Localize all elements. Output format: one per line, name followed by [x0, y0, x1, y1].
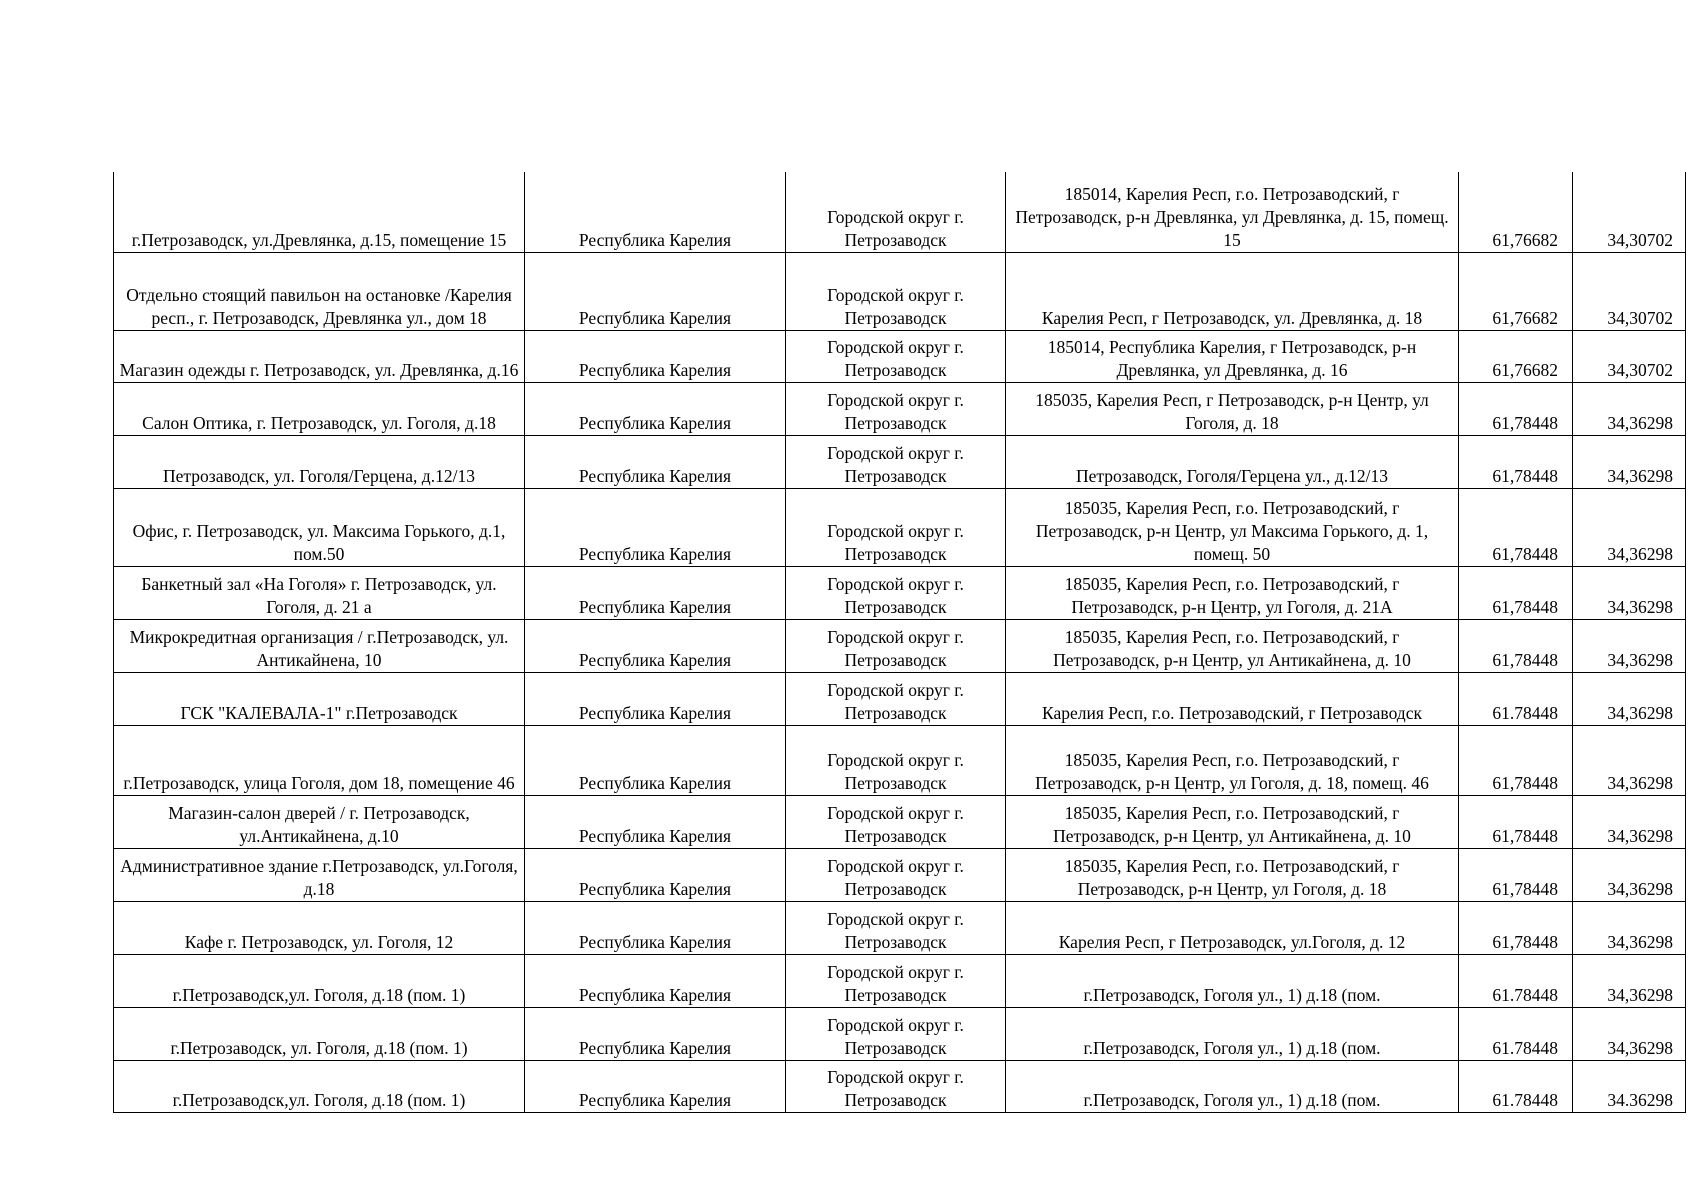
address-cell: 185035, Карелия Респ, г.о. Петрозаводский, г Петрозаводск, р-н Центр, ул Гоголя, д. 21А: [1006, 566, 1459, 619]
table-row: [114, 1060, 1686, 1112]
region-cell: Республика Карелия: [525, 848, 786, 901]
latitude-cell: 61,78448: [1459, 488, 1573, 566]
longitude-cell: 34,36298: [1573, 725, 1686, 795]
address-cell: г.Петрозаводск, Гоголя ул., 1) д.18 (пом.: [1006, 954, 1459, 1007]
district-cell: Городской округ г. Петрозаводск: [786, 252, 1006, 330]
address-cell: 185035, Карелия Респ, г.о. Петрозаводский, г Петрозаводск, р-н Центр, ул Антикайнена, д. 10: [1006, 795, 1459, 848]
address-cell: Петрозаводск, Гоголя/Герцена ул., д.12/13: [1006, 435, 1459, 488]
longitude-cell: 34,36298: [1573, 382, 1686, 435]
district-cell: Городской округ г. Петрозаводск: [786, 672, 1006, 725]
longitude-cell: 34,36298: [1573, 795, 1686, 848]
latitude-cell: 61,78448: [1459, 848, 1573, 901]
table-body: [114, 172, 1686, 1112]
region-cell: Республика Карелия: [525, 382, 786, 435]
district-cell: Городской округ г. Петрозаводск: [786, 566, 1006, 619]
region-cell: Республика Карелия: [525, 172, 786, 252]
address-cell: 185035, Карелия Респ, г.о. Петрозаводский, г Петрозаводск, р-н Центр, ул Антикайнена, д. 10: [1006, 619, 1459, 672]
district-cell: Городской округ г. Петрозаводск: [786, 172, 1006, 252]
address-cell: Карелия Респ, г.о. Петрозаводский, г Петрозаводск: [1006, 672, 1459, 725]
region-cell: Республика Карелия: [525, 954, 786, 1007]
object-name-cell: Кафе г. Петрозаводск, ул. Гоголя, 12: [114, 901, 525, 954]
object-name-cell: Магазин одежды г. Петрозаводск, ул. Древлянка, д.16: [114, 330, 525, 382]
object-name-cell: г.Петрозаводск, ул. Гоголя, д.18 (пом. 1): [114, 1007, 525, 1060]
table-row: [114, 848, 1686, 901]
address-cell: г.Петрозаводск, Гоголя ул., 1) д.18 (пом.: [1006, 1007, 1459, 1060]
object-name-cell: Административное здание г.Петрозаводск, ул.Гоголя, д.18: [114, 848, 525, 901]
district-cell: Городской округ г. Петрозаводск: [786, 901, 1006, 954]
region-cell: Республика Карелия: [525, 901, 786, 954]
object-name-cell: Микрокредитная организация / г.Петрозаводск, ул. Антикайнена, 10: [114, 619, 525, 672]
object-name-cell: г.Петрозаводск,ул. Гоголя, д.18 (пом. 1): [114, 954, 525, 1007]
table-row: [114, 172, 1686, 252]
table-row: [114, 795, 1686, 848]
latitude-cell: 61,78448: [1459, 725, 1573, 795]
table-row: [114, 619, 1686, 672]
table-row: [114, 435, 1686, 488]
region-cell: Республика Карелия: [525, 795, 786, 848]
region-cell: Республика Карелия: [525, 252, 786, 330]
object-name-cell: Салон Оптика, г. Петрозаводск, ул. Гоголя, д.18: [114, 382, 525, 435]
region-cell: Республика Карелия: [525, 1060, 786, 1112]
locations-table: [113, 172, 1686, 1113]
district-cell: Городской округ г. Петрозаводск: [786, 954, 1006, 1007]
latitude-cell: 61.78448: [1459, 672, 1573, 725]
region-cell: Республика Карелия: [525, 619, 786, 672]
latitude-cell: 61,76682: [1459, 330, 1573, 382]
district-cell: Городской округ г. Петрозаводск: [786, 1060, 1006, 1112]
object-name-cell: ГСК "КАЛЕВАЛА-1" г.Петрозаводск: [114, 672, 525, 725]
region-cell: Республика Карелия: [525, 435, 786, 488]
region-cell: Республика Карелия: [525, 488, 786, 566]
table-row: [114, 382, 1686, 435]
object-name-cell: Банкетный зал «На Гоголя» г. Петрозаводск, ул. Гоголя, д. 21 а: [114, 566, 525, 619]
address-cell: 185014, Республика Карелия, г Петрозаводск, р-н Древлянка, ул Древлянка, д. 16: [1006, 330, 1459, 382]
latitude-cell: 61,78448: [1459, 566, 1573, 619]
address-cell: Карелия Респ, г Петрозаводск, ул.Гоголя, д. 12: [1006, 901, 1459, 954]
longitude-cell: 34,36298: [1573, 566, 1686, 619]
latitude-cell: 61.78448: [1459, 1007, 1573, 1060]
region-cell: Республика Карелия: [525, 672, 786, 725]
region-cell: Республика Карелия: [525, 330, 786, 382]
district-cell: Городской округ г. Петрозаводск: [786, 795, 1006, 848]
table-row: [114, 1007, 1686, 1060]
longitude-cell: 34,36298: [1573, 954, 1686, 1007]
longitude-cell: 34,36298: [1573, 619, 1686, 672]
table-row: [114, 954, 1686, 1007]
district-cell: Городской округ г. Петрозаводск: [786, 848, 1006, 901]
table-row: [114, 901, 1686, 954]
longitude-cell: 34,36298: [1573, 435, 1686, 488]
longitude-cell: 34,36298: [1573, 672, 1686, 725]
address-cell: 185014, Карелия Респ, г.о. Петрозаводский, г Петрозаводск, р-н Древлянка, ул Древлянка, д. 15, помещ. 15: [1006, 172, 1459, 252]
region-cell: Республика Карелия: [525, 1007, 786, 1060]
longitude-cell: 34,36298: [1573, 848, 1686, 901]
object-name-cell: Магазин-салон дверей / г. Петрозаводск, ул.Антикайнена, д.10: [114, 795, 525, 848]
latitude-cell: 61.78448: [1459, 1060, 1573, 1112]
latitude-cell: 61,76682: [1459, 252, 1573, 330]
district-cell: Городской округ г. Петрозаводск: [786, 619, 1006, 672]
district-cell: Городской округ г. Петрозаводск: [786, 1007, 1006, 1060]
address-cell: 185035, Карелия Респ, г.о. Петрозаводский, г Петрозаводск, р-н Центр, ул Гоголя, д. 18, помещ. 46: [1006, 725, 1459, 795]
table-row: [114, 252, 1686, 330]
table-row: [114, 566, 1686, 619]
table-row: [114, 488, 1686, 566]
address-cell: 185035, Карелия Респ, г.о. Петрозаводский, г Петрозаводск, р-н Центр, ул Гоголя, д. 18: [1006, 848, 1459, 901]
longitude-cell: 34.36298: [1573, 1060, 1686, 1112]
longitude-cell: 34,36298: [1573, 1007, 1686, 1060]
table-row: [114, 330, 1686, 382]
district-cell: Городской округ г. Петрозаводск: [786, 330, 1006, 382]
latitude-cell: 61,78448: [1459, 795, 1573, 848]
latitude-cell: 61,78448: [1459, 901, 1573, 954]
district-cell: Городской округ г. Петрозаводск: [786, 488, 1006, 566]
district-cell: Городской округ г. Петрозаводск: [786, 725, 1006, 795]
address-cell: Карелия Респ, г Петрозаводск, ул. Древлянка, д. 18: [1006, 252, 1459, 330]
address-cell: 185035, Карелия Респ, г.о. Петрозаводский, г Петрозаводск, р-н Центр, ул Максима Горького, д. 1, помещ. 50: [1006, 488, 1459, 566]
longitude-cell: 34,30702: [1573, 172, 1686, 252]
object-name-cell: Отдельно стоящий павильон на остановке /Карелия респ., г. Петрозаводск, Древлянка ул., дом 18: [114, 252, 525, 330]
table-row: [114, 672, 1686, 725]
object-name-cell: г.Петрозаводск,ул. Гоголя, д.18 (пом. 1): [114, 1060, 525, 1112]
table-row: [114, 725, 1686, 795]
latitude-cell: 61,78448: [1459, 435, 1573, 488]
region-cell: Республика Карелия: [525, 725, 786, 795]
object-name-cell: г.Петрозаводск, ул.Древлянка, д.15, помещение 15: [114, 172, 525, 252]
region-cell: Республика Карелия: [525, 566, 786, 619]
longitude-cell: 34,36298: [1573, 901, 1686, 954]
latitude-cell: 61,78448: [1459, 382, 1573, 435]
longitude-cell: 34,30702: [1573, 330, 1686, 382]
district-cell: Городской округ г. Петрозаводск: [786, 382, 1006, 435]
longitude-cell: 34,36298: [1573, 488, 1686, 566]
object-name-cell: Петрозаводск, ул. Гоголя/Герцена, д.12/13: [114, 435, 525, 488]
address-cell: 185035, Карелия Респ, г Петрозаводск, р-н Центр, ул Гоголя, д. 18: [1006, 382, 1459, 435]
latitude-cell: 61.78448: [1459, 954, 1573, 1007]
object-name-cell: г.Петрозаводск, улица Гоголя, дом 18, помещение 46: [114, 725, 525, 795]
latitude-cell: 61,78448: [1459, 619, 1573, 672]
longitude-cell: 34,30702: [1573, 252, 1686, 330]
district-cell: Городской округ г. Петрозаводск: [786, 435, 1006, 488]
object-name-cell: Офис, г. Петрозаводск, ул. Максима Горького, д.1, пом.50: [114, 488, 525, 566]
latitude-cell: 61,76682: [1459, 172, 1573, 252]
address-cell: г.Петрозаводск, Гоголя ул., 1) д.18 (пом.: [1006, 1060, 1459, 1112]
